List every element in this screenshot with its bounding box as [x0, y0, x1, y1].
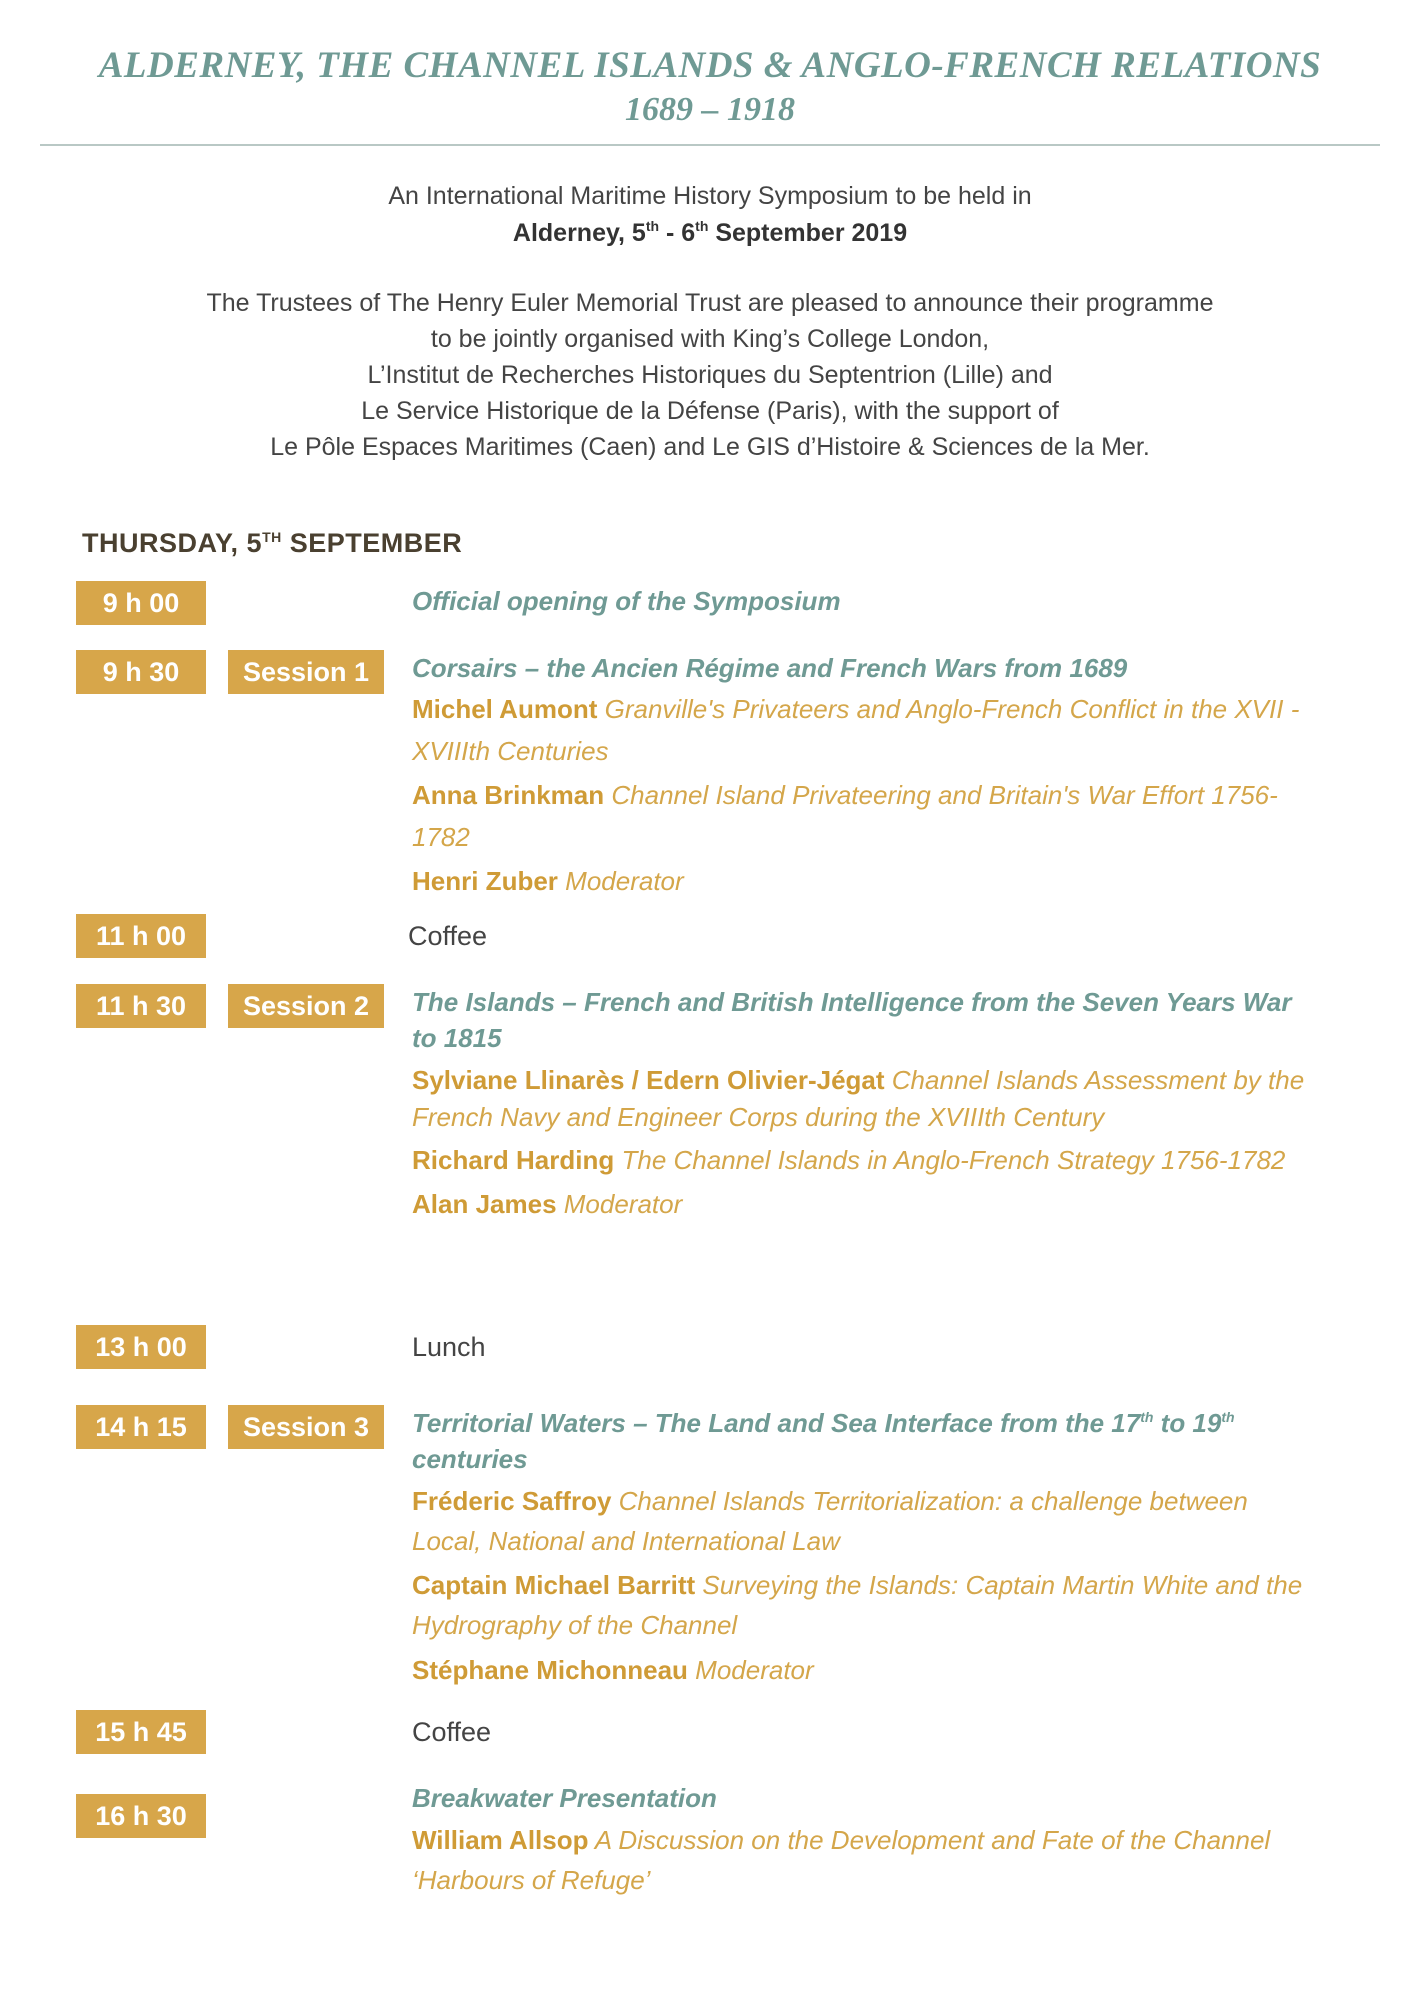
trust-line: Le Service Historique de la Défense (Paris), with the support of [361, 397, 1059, 425]
speaker-name: Sylviane Llinarès / Edern Olivier-Jégat [412, 1065, 885, 1095]
time-badge: 14 h 15 [76, 1405, 206, 1449]
session-badge: Session 2 [228, 984, 384, 1028]
talk-title: A Discussion on the Development and Fate of the Channel ‘Harbours of Refuge’ [412, 1825, 1271, 1895]
session-title: The Islands – French and British Intelligence from the Seven Years War to 1815 [412, 987, 1292, 1053]
speaker-name: Michel Aumont [412, 694, 598, 724]
event-title: Breakwater Presentation [412, 1783, 717, 1813]
talk-title: Surveying the Islands: Captain Martin White and the Hydrography of the Channel [412, 1570, 1303, 1640]
talk [412, 774, 1312, 858]
time-badge: 16 h 30 [76, 1794, 206, 1838]
talk-title: Channel Island Privateering and Britain's War Effort 1756-1782 [412, 780, 1278, 852]
talk [412, 1183, 1312, 1225]
talk [412, 1820, 1312, 1900]
talk [412, 1142, 1312, 1179]
talk [412, 688, 1312, 772]
talk-title: Channel Islands Territorialization: a challenge between Local, National and International Law [412, 1486, 1248, 1556]
document-header [40, 44, 1380, 132]
talk-title: Channel Islands Assessment by the French Navy and Engineer Corps during the XVIIIth Century [412, 1065, 1305, 1132]
trust-announcement [40, 285, 1380, 465]
speaker-name: Fréderic Saffroy [412, 1486, 612, 1516]
speaker-name: Richard Harding [412, 1145, 615, 1175]
session-title: Corsairs – the Ancien Régime and French Wars from 1689 [412, 653, 1128, 683]
talk [412, 860, 1312, 902]
break-label: Coffee [408, 921, 488, 951]
document-years: 1689 – 1918 [625, 91, 795, 128]
day-heading: THURSDAY, 5TH SEPTEMBER [82, 528, 463, 558]
talk [412, 1481, 1312, 1561]
speaker-name: Stéphane Michonneau [412, 1655, 688, 1685]
time-badge: 11 h 30 [76, 984, 206, 1028]
speaker-name: Captain Michael Barritt [412, 1570, 696, 1600]
event-title: Official opening of the Symposium [412, 586, 841, 616]
speaker-name: William Allsop [412, 1825, 589, 1855]
talk-title: The Channel Islands in Anglo-French Strategy 1756-1782 [621, 1145, 1286, 1175]
header-divider [40, 144, 1380, 146]
intro-dates: Alderney, 5th - 6th September 2019 [512, 218, 908, 247]
speaker-name: Anna Brinkman [412, 780, 605, 810]
speaker-name: Alan James [412, 1189, 557, 1219]
session-badge: Session 1 [228, 650, 384, 694]
talk-title: Moderator [695, 1655, 814, 1685]
break-label: Coffee [412, 1717, 492, 1747]
document-title: ALDERNEY, THE CHANNEL ISLANDS & ANGLO-FRENCH RELATIONS [98, 45, 1322, 86]
break-label: Lunch [412, 1332, 486, 1362]
trust-line: Le Pôle Espaces Maritimes (Caen) and Le GIS d’Histoire & Sciences de la Mer. [270, 433, 1150, 461]
talk-title: Moderator [565, 866, 684, 896]
time-badge: 9 h 00 [76, 581, 206, 625]
symposium-intro [40, 178, 1380, 252]
talk [412, 1565, 1312, 1645]
speaker-name: Henri Zuber [412, 866, 558, 896]
talk [412, 1062, 1312, 1136]
time-badge: 13 h 00 [76, 1325, 206, 1369]
trust-line: The Trustees of The Henry Euler Memorial Trust are pleased to announce their programme [206, 289, 1214, 317]
time-badge: 15 h 45 [76, 1710, 206, 1754]
time-badge: 11 h 00 [76, 914, 206, 958]
session-badge: Session 3 [228, 1405, 384, 1449]
trust-line: to be jointly organised with King’s College London, [430, 325, 990, 353]
time-badge: 9 h 30 [76, 650, 206, 694]
intro-line: An International Maritime History Symposium to be held in [388, 182, 1032, 210]
talk-title: Moderator [563, 1189, 683, 1219]
talk-title: Granville's Privateers and Anglo-French Conflict in the XVII - XVIIIth Centuries [412, 694, 1300, 766]
talk [412, 1649, 1312, 1691]
session-title: Territorial Waters – The Land and Sea Interface from the 17th to 19th centuries [412, 1408, 1235, 1474]
trust-line: L’Institut de Recherches Historiques du Septentrion (Lille) and [367, 361, 1053, 389]
